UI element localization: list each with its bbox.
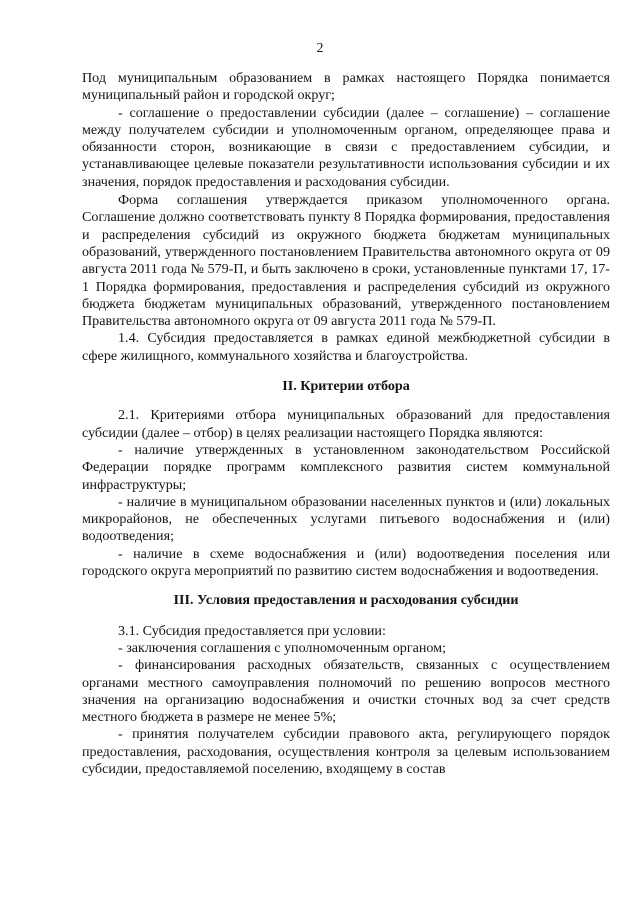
list-item-criterion-2: - наличие в муниципальном образовании населенных пунктов и (или) локальных микрорайонов, не обеспеченных услугами питьевого водоснабжения и (или) водоотведения; bbox=[82, 493, 610, 545]
section-heading-2: II. Критерии отбора bbox=[282, 378, 410, 395]
paragraph-municipal-definition: Под муниципальным образованием в рамках настоящего Порядка понимается муниципальный район и городской округ; bbox=[82, 70, 610, 104]
list-item-criterion-3: - наличие в схеме водоснабжения и (или) водоотведения поселения или городского округа мероприятий по развитию систем водоснабжения и водоотведения. bbox=[82, 545, 610, 580]
list-item-condition-3: - принятия получателем субсидии правового акта, регулирующего порядок предоставления, расходования, осуществления контроля за целевым использованием субсидии, предоставляемой поселению, входящему в состав bbox=[82, 726, 610, 777]
paragraph-2-1: 2.1. Критериями отбора муниципальных образований для предоставления субсидии (далее – отбор) в целях реализации настоящего Порядка являются: bbox=[82, 407, 610, 441]
list-item-criterion-1: - наличие утвержденных в установленном законодательством Российской Федерации порядке программ комплексного развития систем коммунальной инфраструктуры; bbox=[82, 441, 610, 493]
paragraph-3-1: 3.1. Субсидия предоставляется при условии: bbox=[118, 622, 386, 639]
paragraph-agreement-definition: - соглашение о предоставлении субсидии (далее – соглашение) – соглашение между получателем субсидии и уполномоченным органом, определяющее права и обязанности сторон, возникающие в связи с предоставлением субсидии, и устанавливающее целевые показатели результативности использования субсидии и их значения, порядок предоставления и расходования субсидии. bbox=[82, 104, 610, 190]
list-item-condition-2: - финансирования расходных обязательств, связанных с осуществлением органами местного самоуправления полномочий по решению вопросов местного значения на организацию водоснабжения и очистки сточных вод за счет средств местного бюджета в размере не менее 5%; bbox=[82, 657, 610, 726]
paragraph-1-4: 1.4. Субсидия предоставляется в рамках единой межбюджетной субсидии в сфере жилищного, коммунального хозяйства и благоустройства. bbox=[82, 330, 610, 364]
section-heading-3: III. Условия предоставления и расходования субсидии bbox=[173, 592, 519, 609]
list-item-condition-1: - заключения соглашения с уполномоченным органом; bbox=[118, 639, 447, 656]
document-body bbox=[82, 70, 610, 778]
page-number: 2 bbox=[316, 41, 324, 56]
paragraph-agreement-form: Форма соглашения утверждается приказом уполномоченного органа. Соглашение должно соответствовать пункту 8 Порядка формирования, предоставления и распределения субсидий из окружного бюджета бюджетам муниципальных образований, утвержденного постановлением Правительства автономного округа от 09 августа 2011 года № 579-П, и быть заключено в сроки, установленные пунктами 17, 17-1 Порядка формирования, предоставления и распределения субсидий из окружного бюджета бюджетам муниципальных образований, утвержденного постановлением Правительства автономного округа от 09 августа 2011 года № 579-П. bbox=[82, 192, 610, 330]
